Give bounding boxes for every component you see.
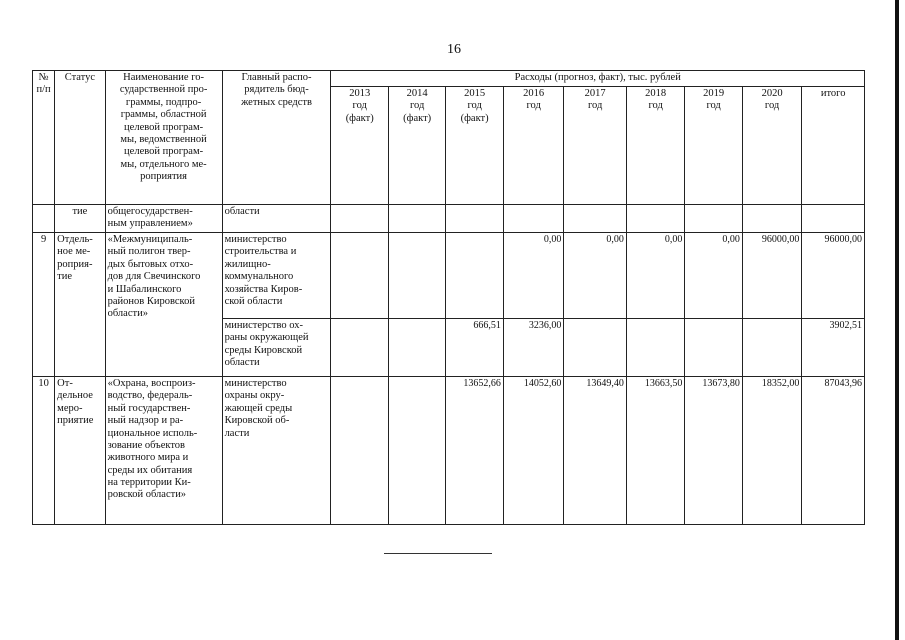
row-name: общегосударствен- ным управлением»	[105, 205, 222, 233]
row-admin: министерство охраны окру- жающей среды Кировской об- ласти	[222, 377, 331, 525]
header-status: Статус	[55, 71, 105, 205]
row-status: Отдель- ное ме- роприя- тие	[55, 233, 105, 377]
value-cell	[331, 377, 388, 525]
header-year-2020: 2020 год	[742, 87, 801, 205]
value-cell	[503, 205, 564, 233]
value-cell	[802, 205, 865, 233]
value-cell: 0,00	[685, 233, 742, 319]
value-cell: 13673,80	[685, 377, 742, 525]
value-cell	[446, 233, 503, 319]
value-cell	[388, 205, 445, 233]
value-cell	[742, 319, 801, 377]
value-cell	[388, 377, 445, 525]
value-cell: 87043,96	[802, 377, 865, 525]
scan-edge-bar	[895, 0, 899, 640]
value-cell	[564, 205, 627, 233]
value-cell: 18352,00	[742, 377, 801, 525]
value-cell	[626, 205, 684, 233]
row-status: тие	[55, 205, 105, 233]
value-cell: 96000,00	[802, 233, 865, 319]
budget-table	[32, 70, 865, 525]
value-cell: 13663,50	[626, 377, 684, 525]
value-cell: 0,00	[626, 233, 684, 319]
row-name: «Охрана, воспроиз- водство, федераль- ный государствен- ный надзор и ра- циональное исполь- зование объектов животного мира и среды их обитания на территории Ки- ровской области»	[105, 377, 222, 525]
value-cell	[626, 319, 684, 377]
row-num	[33, 205, 55, 233]
value-cell	[388, 319, 445, 377]
table-row	[33, 377, 865, 525]
table-row	[33, 205, 865, 233]
value-cell	[685, 319, 742, 377]
value-cell: 0,00	[564, 233, 627, 319]
value-cell: 13652,66	[446, 377, 503, 525]
value-cell	[331, 319, 388, 377]
header-total: итого	[802, 87, 865, 205]
value-cell	[564, 319, 627, 377]
header-year-2015: 2015 год (факт)	[446, 87, 503, 205]
page-number: 16	[447, 42, 461, 57]
value-cell	[331, 233, 388, 319]
header-year-2016: 2016 год	[503, 87, 564, 205]
header-year-2019: 2019 год	[685, 87, 742, 205]
value-cell: 3236,00	[503, 319, 564, 377]
value-cell	[388, 233, 445, 319]
value-cell: 666,51	[446, 319, 503, 377]
header-name: Наименование го- сударственной про- граммы, подпро- граммы, областной целевой програм- мы, ведомственной целевой програм- мы, отдельного ме- роприятия	[105, 71, 222, 205]
value-cell: 3902,51	[802, 319, 865, 377]
value-cell: 14052,60	[503, 377, 564, 525]
row-name: «Межмуниципаль- ный полигон твер- дых бытовых отхо- дов для Свечинского и Шабалинского районов Кировской области»	[105, 233, 222, 377]
value-cell: 0,00	[503, 233, 564, 319]
value-cell	[685, 205, 742, 233]
table-row	[33, 233, 865, 319]
header-year-2014: 2014 год (факт)	[388, 87, 445, 205]
header-year-2018: 2018 год	[626, 87, 684, 205]
value-cell: 96000,00	[742, 233, 801, 319]
value-cell	[331, 205, 388, 233]
header-year-2013: 2013 год (факт)	[331, 87, 388, 205]
header-admin: Главный распо- рядитель бюд- жетных средств	[222, 71, 331, 205]
value-cell	[742, 205, 801, 233]
value-cell: 13649,40	[564, 377, 627, 525]
row-admin: министерство ох- раны окружающей среды Кировской области	[222, 319, 331, 377]
row-num: 10	[33, 377, 55, 525]
row-num: 9	[33, 233, 55, 377]
header-year-2017: 2017 год	[564, 87, 627, 205]
header-row-1	[33, 71, 865, 87]
header-num: № п/п	[33, 71, 55, 205]
row-admin: министерство строительства и жилищно- коммунального хозяйства Киров- ской области	[222, 233, 331, 319]
row-status: От- дельное меро- приятие	[55, 377, 105, 525]
row-admin: области	[222, 205, 331, 233]
header-expenses: Расходы (прогноз, факт), тыс. рублей	[331, 71, 865, 87]
value-cell	[446, 205, 503, 233]
bottom-divider	[384, 553, 492, 554]
